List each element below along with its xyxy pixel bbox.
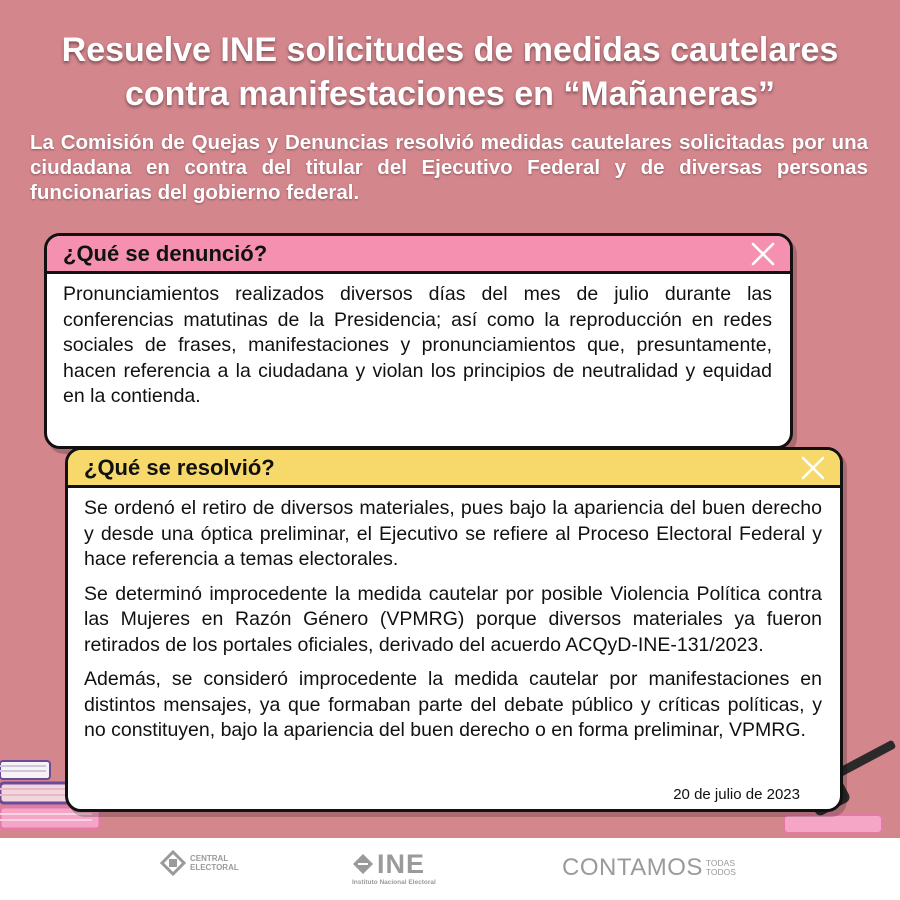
ine-logo-text: INE [377, 849, 426, 879]
paragraph: Además, se consideró improcedente la medida cautelar por manifestaciones en distintos mensajes, ya que formaban parte del debate público y críticas políticas, y no constituyen, bajo la apariencia del buen derecho o en forma preliminar, VPMRG. [84, 668, 822, 741]
card-denounced [44, 233, 793, 449]
contamos-line-2: TODOS [705, 867, 736, 877]
close-x-icon[interactable] [750, 241, 776, 267]
card-header-resolved [68, 450, 840, 488]
logo-central-electoral [160, 850, 239, 876]
logo-contamos [562, 854, 736, 882]
ine-subtitle: Instituto Nacional Electoral [352, 879, 436, 886]
ine-logo-icon [352, 853, 374, 875]
intro-text: La Comisión de Quejas y Denuncias resolvió medidas cautelares solicitadas por una ciudadana en contra del titular del Ejecutivo Federal y de diversas personas funcionarias del gobierno federal. [30, 131, 868, 204]
card-header-denounced [47, 236, 790, 274]
card-body-resolved [68, 488, 840, 744]
contamos-line-1: TODAS [705, 858, 736, 868]
paragraph: Se determinó improcedente la medida cautelar por posible Violencia Política contra las Mujeres en Razón Género (VPMRG) porque diversos materiales ya fueron retirados de los portales oficiales, derivado del acuerdo ACQyD-INE-131/2023. [84, 582, 822, 656]
logo-ine [352, 850, 436, 886]
page-title [0, 28, 900, 116]
card-title-denounced: ¿Qué se denunció? [63, 241, 268, 266]
close-x-icon[interactable] [800, 455, 826, 481]
central-line-2: ELECTORAL [190, 863, 239, 872]
card-resolved [65, 447, 843, 812]
central-electoral-icon [160, 850, 186, 876]
paragraph: Pronunciamientos realizados diversos días del mes de julio durante las conferencias matutinas de la Presidencia; así como la reproducción en redes sociales de frases, manifestaciones y pronunciamientos que, presuntamente, hacen referencia a la ciudadana y violan los principios de neutralidad y equidad en la contienda. [63, 283, 772, 407]
footer-logos [0, 838, 900, 900]
central-line-1: CENTRAL [190, 854, 229, 863]
card-title-resolved: ¿Qué se resolvió? [84, 455, 275, 480]
paragraph: Se ordenó el retiro de diversos materiales, pues bajo la apariencia del buen derecho y desde una óptica preliminar, el Ejecutivo se refiere al Proceso Electoral Federal y hace referencia a temas electorales. [84, 497, 822, 570]
date-label: 20 de julio de 2023 [673, 786, 800, 803]
contamos-text: CONTAMOS [562, 854, 703, 881]
title-line-2: contra manifestaciones en “Mañaneras” [124, 75, 775, 113]
card-body-denounced [47, 274, 790, 410]
title-line-1: Resuelve INE solicitudes de medidas cautelares [61, 31, 839, 69]
